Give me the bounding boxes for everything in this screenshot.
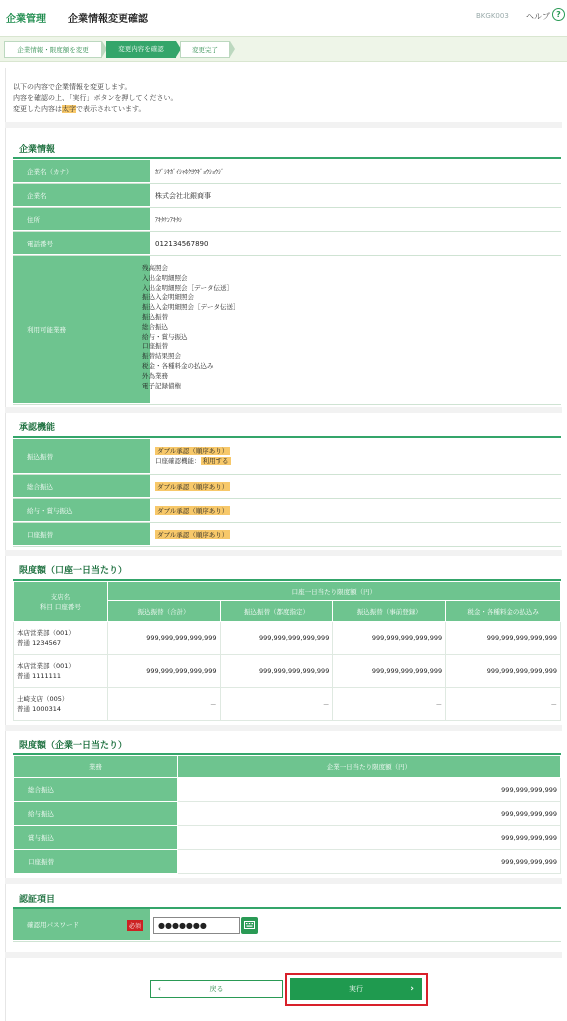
account-number: 普通 1234567 xyxy=(17,639,62,647)
field-label: 電話番号 xyxy=(13,232,150,255)
column-header: 振込振替（都度指定） xyxy=(220,601,333,622)
service-item: 振込入金明細照会 xyxy=(142,293,194,302)
limit-cell: － xyxy=(446,688,561,721)
approval-value xyxy=(150,475,561,498)
column-header-group: 口座一日当たり限度額（円） xyxy=(107,582,560,601)
limit-cell: 999,999,999,999,999 xyxy=(333,622,446,655)
company-name-row xyxy=(13,184,561,208)
company-kana-row xyxy=(13,160,561,184)
company-name-value: 株式会社北銀商事 xyxy=(150,184,561,207)
business-label: 総合振込 xyxy=(14,778,178,802)
service-item: 振込入金明細照会［データ伝送］ xyxy=(142,303,240,312)
step-complete: 変更完了 xyxy=(180,41,230,58)
divider xyxy=(5,122,562,128)
business-label: 賞与振込 xyxy=(14,826,178,850)
divider xyxy=(5,725,562,731)
intro-line: 以下の内容で企業情報を変更します。 xyxy=(13,83,132,91)
intro-line xyxy=(13,104,178,115)
section-title-approval: 承認機能 xyxy=(19,423,56,433)
company-kana-value: ｶﾌﾞｼｷｶﾞｲｼｬﾎｸﾖｳｷﾞｮｳｼｮｳｼﾞ xyxy=(150,160,561,183)
branch-cell xyxy=(14,655,108,688)
section-title-company-limits: 限度額（企業一日当たり） xyxy=(19,741,128,751)
limit-cell: 999,999,999,999 xyxy=(177,778,560,802)
keyboard-icon xyxy=(244,921,255,929)
intro-text-part: 変更した内容は xyxy=(13,105,62,113)
field-label: 企業名（カナ） xyxy=(13,160,150,183)
step-confirm: 変更内容を確認 xyxy=(106,41,176,58)
business-label: 給与振込 xyxy=(14,802,178,826)
table-row xyxy=(14,622,561,655)
system-name: 企業管理 xyxy=(6,14,46,25)
approval-value xyxy=(150,523,561,546)
step-edit: 企業情報・限度額を変更 xyxy=(4,41,102,58)
branch-name: 土崎支店（005） xyxy=(17,695,69,703)
password-input[interactable]: ●●●●●●● xyxy=(153,917,240,934)
service-item: 入出金明細照会［データ伝送］ xyxy=(142,283,233,292)
page-title: 企業情報変更確認 xyxy=(68,14,148,25)
approval-row-debit xyxy=(13,523,561,547)
account-number: 普通 1000314 xyxy=(17,705,62,713)
help-link[interactable]: ヘルプ xyxy=(526,12,550,21)
section-title-account-limits: 限度額（口座一日当たり） xyxy=(19,566,128,576)
divider xyxy=(5,407,562,413)
service-item: 電子記録債権 xyxy=(142,381,181,390)
back-button-label: 戻る xyxy=(209,985,224,993)
approval-mode: ダブル承認（順序あり） xyxy=(157,531,229,539)
limit-cell: 999,999,999,999,999 xyxy=(220,655,333,688)
limit-cell: 999,999,999,999,999 xyxy=(446,622,561,655)
approval-mode: ダブル承認（順序あり） xyxy=(157,447,229,455)
limit-cell: 999,999,999,999,999 xyxy=(107,655,220,688)
phone-row xyxy=(13,232,561,256)
address-row xyxy=(13,208,561,232)
field-label: 給与・賞与振込 xyxy=(13,499,150,522)
step-bar xyxy=(0,36,567,62)
approval-row-salary xyxy=(13,499,561,523)
limit-cell: 999,999,999,999 xyxy=(177,826,560,850)
field-label: 確認用パスワード xyxy=(13,909,150,941)
table-row xyxy=(14,688,561,721)
branch-cell xyxy=(14,688,108,721)
limit-cell: 999,999,999,999 xyxy=(177,802,560,826)
column-header: 振込振替（合計） xyxy=(107,601,220,622)
column-header-business: 業務 xyxy=(14,756,178,778)
section-title-auth: 認証項目 xyxy=(19,895,56,905)
limit-cell: － xyxy=(107,688,220,721)
table-row xyxy=(14,778,561,802)
column-header-limit: 企業一日当たり限度額（円） xyxy=(177,756,560,778)
table-row xyxy=(14,655,561,688)
account-check-value: 利用する xyxy=(202,457,229,465)
services-list xyxy=(142,264,240,391)
service-item: 残高照会 xyxy=(142,264,168,272)
limit-cell: 999,999,999,999,999 xyxy=(220,622,333,655)
approval-mode: ダブル承認（順序あり） xyxy=(157,483,229,491)
branch-cell xyxy=(14,622,108,655)
service-item: 口座振替 xyxy=(142,342,168,351)
service-item: 総合振込 xyxy=(142,322,168,331)
company-limits-table xyxy=(13,755,561,874)
approval-row-transfer xyxy=(13,439,561,475)
field-label: 企業名 xyxy=(13,184,150,207)
back-button[interactable] xyxy=(150,980,283,998)
branch-name: 本店営業部（001） xyxy=(17,629,75,637)
header-text: 科目 口座番号 xyxy=(39,602,81,611)
intro-line: 内容を確認の上、「実行」ボタンを押してください。 xyxy=(13,94,178,102)
divider xyxy=(5,952,562,958)
bold-sample: 太字 xyxy=(62,105,76,113)
service-item: 入出金明細照会 xyxy=(142,273,188,282)
column-header: 振込振替（事前登録） xyxy=(333,601,446,622)
column-header: 税金・各種料金の払込み xyxy=(446,601,561,622)
execute-button-label: 実行 xyxy=(349,985,363,993)
limit-cell: 999,999,999,999,999 xyxy=(446,655,561,688)
approval-value xyxy=(150,439,561,474)
service-item: 外為業務 xyxy=(142,371,168,380)
table-row xyxy=(14,802,561,826)
screen-id: BKGK003 xyxy=(476,12,509,20)
limit-cell: 999,999,999,999 xyxy=(177,850,560,874)
business-label: 口座振替 xyxy=(14,850,178,874)
table-row xyxy=(14,826,561,850)
software-keyboard-button[interactable] xyxy=(241,917,258,934)
intro-text xyxy=(13,82,178,115)
phone-value: 012134567890 xyxy=(150,232,561,255)
account-limits-table xyxy=(13,581,561,721)
section-underline xyxy=(13,157,561,159)
address-value: ｱｷﾀｹﾝｱｷﾀｼ xyxy=(150,208,561,231)
section-underline xyxy=(13,436,561,438)
divider xyxy=(5,550,562,556)
help-icon[interactable]: ? xyxy=(552,8,565,21)
limit-cell: 999,999,999,999,999 xyxy=(107,622,220,655)
limit-cell: 999,999,999,999,999 xyxy=(333,655,446,688)
approval-row-bulk xyxy=(13,475,561,499)
service-item: 給与・賞与振込 xyxy=(142,332,188,341)
execute-button[interactable] xyxy=(290,978,422,1000)
field-label: 住所 xyxy=(13,208,150,231)
field-label: 総合振込 xyxy=(13,475,150,498)
field-label: 振込振替 xyxy=(13,439,150,474)
account-number: 普通 1111111 xyxy=(17,672,62,680)
services-row xyxy=(13,256,561,405)
step-arrow xyxy=(230,41,235,57)
approval-mode: ダブル承認（順序あり） xyxy=(157,507,229,515)
chevron-right-icon: › xyxy=(410,984,414,994)
required-badge: 必須 xyxy=(127,920,143,931)
limit-cell: － xyxy=(220,688,333,721)
field-label: 利用可能業務 xyxy=(13,256,150,404)
approval-value xyxy=(150,499,561,522)
service-item: 税金・各種料金の払込み xyxy=(142,361,214,370)
field-label: 口座振替 xyxy=(13,523,150,546)
limit-cell: － xyxy=(333,688,446,721)
branch-name: 本店営業部（001） xyxy=(17,662,75,670)
account-check-label: 口座確認機能： xyxy=(155,457,201,465)
header-text: 支店名 xyxy=(50,592,71,601)
column-header-branch xyxy=(14,582,108,622)
top-bar xyxy=(0,0,567,32)
section-title-company: 企業情報 xyxy=(19,145,56,155)
chevron-left-icon: ‹ xyxy=(158,985,161,993)
table-row xyxy=(14,850,561,874)
service-item: 振込振替 xyxy=(142,312,168,321)
service-item: 振替結果照会 xyxy=(142,352,181,361)
intro-text-part: で表示されています。 xyxy=(76,105,146,113)
password-row xyxy=(13,909,561,942)
divider xyxy=(5,878,562,884)
